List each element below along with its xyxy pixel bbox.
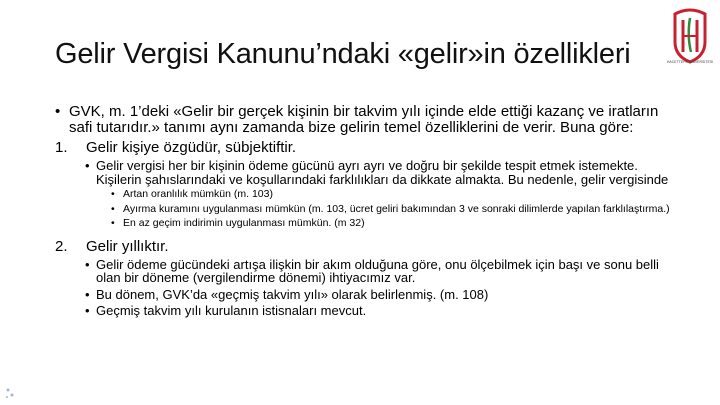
bullet-icon: • (111, 217, 115, 229)
list-item-text: Geçmiş takvim yılı kurulanın istisnaları mevcut. (96, 303, 367, 318)
bullet-icon: • (111, 202, 115, 215)
slide-content (55, 104, 675, 321)
section-heading-text: Gelir kişiye özgüdür, sübjektiftir. (86, 139, 297, 156)
section-number: 1. (55, 139, 68, 156)
intro-paragraph (55, 104, 675, 135)
corner-mark-icon (4, 386, 16, 400)
sub-list-item-text: Ayırma kuramını uygulanması mümkün (m. 103, ücret geliri bakımından 3 ve sonraki dilimlerde yapılan farklılaştırma.) (123, 202, 670, 215)
logo-caption: HACETTEPE ÜNİVERSİTESİ (666, 60, 714, 64)
section-heading (55, 239, 675, 255)
list-item-text: Bu dönem, GVK’da «geçmiş takvim yılı» olarak belirlenmiş. (m. 108) (96, 286, 489, 302)
list-item (55, 304, 675, 318)
section-heading (55, 140, 675, 156)
section-number: 2. (55, 237, 68, 255)
list-item-text: Gelir vergisi her bir kişinin ödeme gücünü ayrı ayrı ve doğru bir şekilde tespit etmek istemekte. Kişilerin şahıslarındaki ve koşullarındaki farklılıkları da dikkate almakta. Bu nedenle, gelir vergisinde (96, 158, 669, 187)
bullet-icon: • (85, 158, 90, 173)
bullet-icon: • (55, 103, 61, 120)
bullet-icon: • (85, 256, 90, 272)
intro-text: GVK, m. 1’deki «Gelir bir gerçek kişinin bir takvim yılı içinde elde ettiği kazanç ve iratların safi tutarıdır.» tanımı aynı zamanda bize gelirin temel özelliklerini de verir. Buna göre: (69, 103, 659, 136)
bullet-icon: • (85, 303, 90, 318)
section-heading-text: Gelir yıllıktır. (86, 237, 169, 255)
sub-list-item (55, 189, 675, 201)
list-item (55, 288, 675, 302)
list-item-text: Gelir ödeme gücündeki artışa ilişkin bir akım olduğuna göre, onu ölçebilmek için başı ve sonu belli olan bir döneme (vergilendirme dönemi) ihtiyacımız var. (96, 256, 659, 285)
sub-list-item-text: En az geçim indirimin uygulanması mümkün. (m 32) (123, 217, 365, 229)
bullet-icon: • (85, 286, 90, 302)
slide-title: Gelir Vergisi Kanunu’ndaki «gelir»in özellikleri (55, 38, 631, 70)
sub-list-item (55, 218, 675, 230)
university-logo (669, 8, 711, 68)
sub-list-item-text: Artan oranlılık mümkün (m. 103) (123, 188, 273, 200)
sub-list-item (55, 204, 675, 216)
bullet-icon: • (111, 188, 115, 200)
list-item (55, 258, 675, 285)
list-item (55, 159, 675, 186)
